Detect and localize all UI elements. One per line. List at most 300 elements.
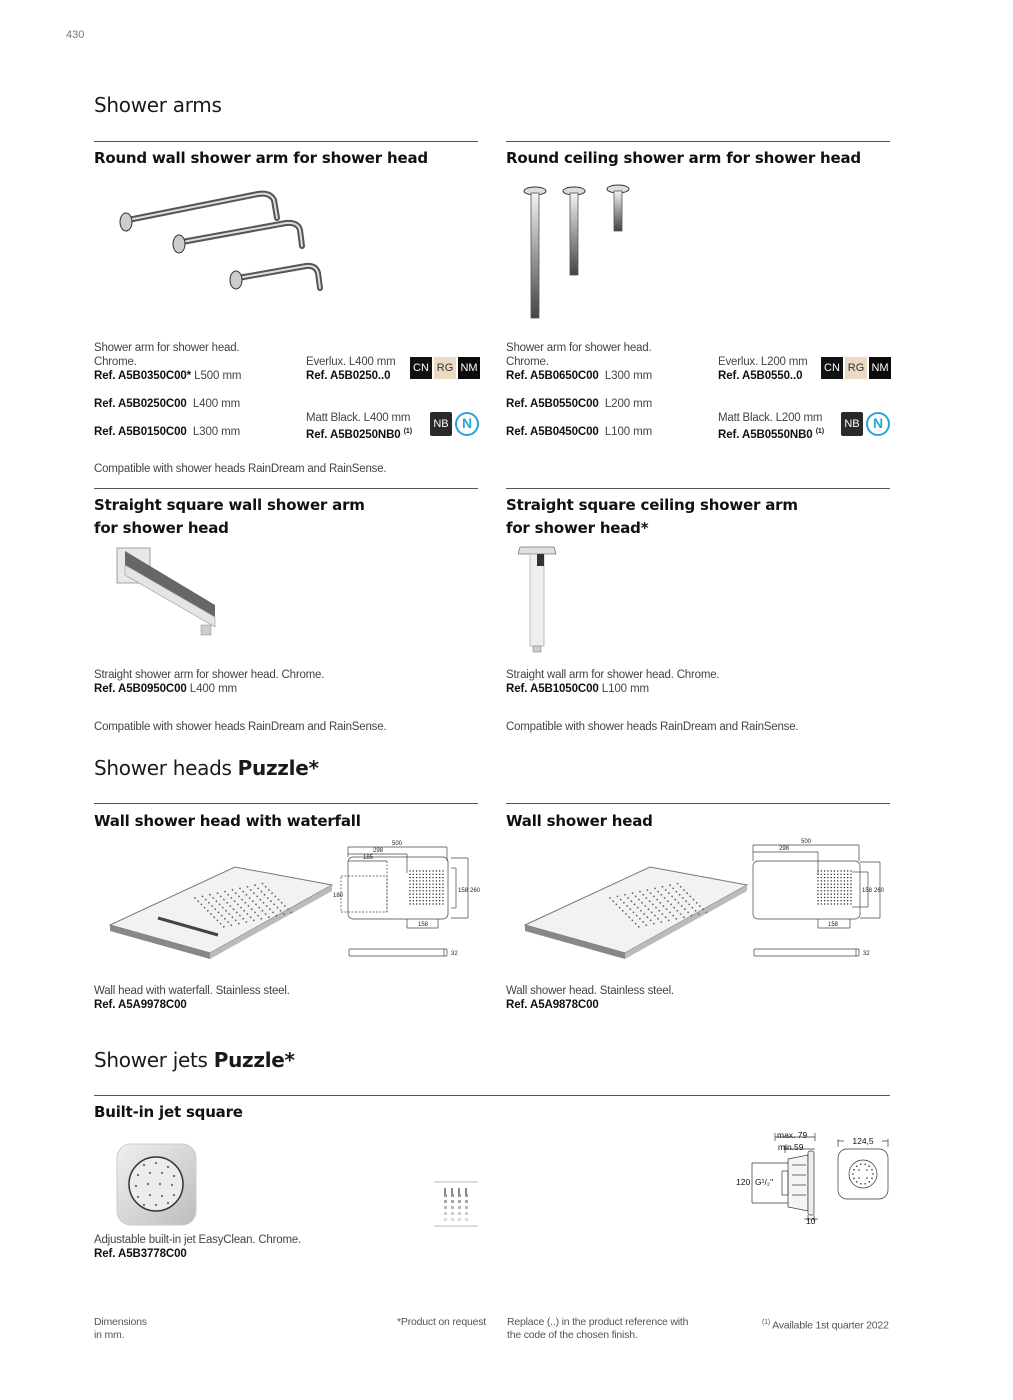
nozzle-dot — [821, 870, 822, 871]
nozzle-dot — [222, 907, 224, 909]
nozzle-dot — [439, 870, 440, 871]
nozzle-dot — [847, 900, 848, 901]
nozzle-dot — [436, 884, 437, 885]
nozzle-dot — [423, 890, 424, 891]
nozzle-dot — [230, 924, 232, 926]
nozzle-dot — [612, 900, 614, 902]
nozzle-dot — [149, 1172, 151, 1174]
nozzle-dot — [419, 900, 420, 901]
nozzle-dot — [275, 915, 277, 917]
nozzle-dot — [834, 893, 835, 894]
nozzle-dot — [672, 915, 674, 917]
nozzle-dot — [261, 891, 263, 893]
dim-158-horizontal: 158 — [417, 922, 429, 928]
nozzle-dot — [827, 890, 828, 891]
ref-length: L300 mm — [192, 426, 241, 438]
nozzle-dot — [850, 870, 851, 871]
nozzle-dot — [416, 897, 417, 898]
nozzle-dot — [204, 907, 206, 909]
nozzle-dot — [436, 887, 437, 888]
nozzle-dot — [147, 1183, 149, 1185]
nozzle-dot — [847, 893, 848, 894]
nozzle-dot — [235, 892, 237, 894]
spray-drop — [465, 1188, 467, 1195]
nozzle-dot — [850, 880, 851, 881]
nozzle-dot — [155, 1162, 157, 1164]
nozzle-dot — [821, 890, 822, 891]
finish-swatches — [821, 357, 891, 379]
ceiling-arm-l300 — [524, 187, 546, 318]
nozzle-dot — [223, 899, 225, 901]
nozzle-dot — [641, 902, 643, 904]
spray-drop — [451, 1206, 454, 1209]
title-bold: Puzzle* — [213, 1048, 295, 1072]
nozzle-dot — [844, 874, 845, 875]
nozzle-dot — [837, 903, 838, 904]
nozzle-dot — [137, 1174, 139, 1176]
nozzle-dot — [824, 870, 825, 871]
nozzle-dot — [689, 896, 691, 898]
nozzle-dot — [850, 903, 851, 904]
nozzle-dot — [429, 887, 430, 888]
nozzle-dot — [824, 887, 825, 888]
title-line: for shower head — [94, 519, 229, 537]
nozzle-dot — [850, 877, 851, 878]
nozzle-dot — [416, 900, 417, 901]
nozzle-dot — [847, 887, 848, 888]
nozzle-dot — [413, 877, 414, 878]
nozzle-dot — [253, 892, 255, 894]
nozzle-dot — [821, 880, 822, 881]
nozzle-dot — [436, 874, 437, 875]
round-ceiling-finish: Chrome. — [506, 356, 549, 368]
nozzle-dot — [225, 910, 227, 912]
nozzle-dot — [432, 900, 433, 901]
nozzle-dot — [423, 887, 424, 888]
spray-drop — [451, 1188, 453, 1195]
nozzle-dot — [266, 905, 268, 907]
nozzle-dot — [280, 910, 282, 912]
nozzle-dot — [426, 874, 427, 875]
nozzle-dot — [856, 1181, 858, 1183]
nozzle-dot — [670, 904, 672, 906]
nozzle-dot — [847, 890, 848, 891]
nozzle-dot — [834, 903, 835, 904]
nozzle-dot — [660, 921, 662, 923]
nozzle-dot — [831, 900, 832, 901]
nozzle-dot — [416, 890, 417, 891]
nozzle-dot — [666, 908, 668, 910]
nozzle-dot — [834, 890, 835, 891]
dim-260: 260 — [874, 888, 885, 894]
nozzle-dot — [429, 877, 430, 878]
nozzle-dot — [827, 877, 828, 878]
nozzle-dot — [244, 902, 246, 904]
finish-swatch-nm: NM — [458, 357, 480, 379]
nozzle-dot — [827, 903, 828, 904]
nozzle-dot — [423, 877, 424, 878]
nozzle-dot — [423, 874, 424, 875]
nozzle-dot — [409, 887, 410, 888]
nozzle-dot — [439, 880, 440, 881]
nozzle-dot — [850, 900, 851, 901]
nozzle-dot — [628, 916, 630, 918]
footer-replace-note — [507, 1316, 688, 1342]
nozzle-dot — [834, 870, 835, 871]
spray-drop — [458, 1188, 460, 1195]
nozzle-dot — [817, 893, 818, 894]
nozzle-dot — [837, 884, 838, 885]
footnote-marker: (1) — [762, 1319, 770, 1326]
nozzle-dot — [283, 913, 285, 915]
nozzle-dot — [442, 880, 443, 881]
head-waterfall-image — [100, 855, 340, 965]
nozzle-dot — [616, 904, 618, 906]
nozzle-dot — [439, 897, 440, 898]
nozzle-dot — [423, 884, 424, 885]
nozzle-dot — [653, 923, 655, 925]
nozzle-dot — [254, 884, 256, 886]
wall-head-image — [515, 855, 755, 965]
nozzle-dot — [654, 915, 656, 917]
nozzle-dot — [617, 896, 619, 898]
title-bold: Puzzle* — [237, 756, 319, 780]
nozzle-dot — [284, 905, 286, 907]
nozzle-dot — [844, 890, 845, 891]
nozzle-dot — [837, 897, 838, 898]
nozzle-dot — [821, 893, 822, 894]
ref-length: L100 mm — [601, 683, 650, 695]
nozzle-dot — [866, 1169, 868, 1171]
round-wall-finish: Chrome. — [94, 356, 137, 368]
nozzle-dot — [416, 887, 417, 888]
dim-width: 500 — [391, 841, 403, 847]
nozzle-dot — [639, 918, 641, 920]
nozzle-dot — [426, 877, 427, 878]
nozzle-dot — [143, 1204, 145, 1206]
spray-drop — [451, 1200, 454, 1203]
divider — [506, 488, 890, 489]
nozzle-dot — [664, 897, 666, 899]
nozzle-grid — [409, 870, 443, 904]
nozzle-dot — [221, 915, 223, 917]
nozzle-dot — [409, 877, 410, 878]
nozzle-dot — [173, 1175, 175, 1177]
nozzle-dot — [278, 899, 280, 901]
nozzle-dot — [426, 900, 427, 901]
nozzle-dot — [683, 916, 685, 918]
nozzle-dot — [680, 913, 682, 915]
nozzle-dot — [837, 870, 838, 871]
nozzle-dot — [847, 874, 848, 875]
nozzle-dot — [238, 923, 240, 925]
nozzle-dot — [277, 907, 279, 909]
nozzle-dot — [871, 1169, 873, 1171]
nozzle-dot — [281, 902, 283, 904]
footer-line: Available 1st quarter 2022 — [772, 1319, 889, 1332]
nozzle-dot — [657, 891, 659, 893]
nozzle-dot — [620, 899, 622, 901]
round-wall-arm-image — [110, 180, 330, 300]
nozzle-dot — [432, 890, 433, 891]
nozzle-dot — [413, 900, 414, 901]
nozzle-dot — [429, 874, 430, 875]
matt-black-ref — [718, 425, 824, 442]
nozzle-dot — [635, 896, 637, 898]
title-line: Straight square ceiling shower arm — [506, 496, 798, 514]
nozzle-dot — [868, 1165, 870, 1167]
nozzle-dot — [837, 880, 838, 881]
nozzle-dot — [850, 890, 851, 891]
nozzle-dot — [419, 903, 420, 904]
head-waterfall-technical-drawing — [330, 835, 490, 965]
nozzle-dot — [629, 908, 631, 910]
jet-square-ref: Ref. A5B3778C00 — [94, 1248, 187, 1260]
nozzle-dot — [824, 884, 825, 885]
nozzle-dot — [236, 912, 238, 914]
jet-square-technical-drawing — [730, 1125, 895, 1225]
nozzle-dot — [827, 874, 828, 875]
nozzle-dot — [423, 893, 424, 894]
round-ceiling-description: Shower arm for shower head. — [506, 342, 652, 354]
nozzle-dot — [217, 920, 219, 922]
nozzle-dot — [229, 905, 231, 907]
nozzle-dot — [821, 903, 822, 904]
nozzle-dot — [419, 874, 420, 875]
ref-length: L100 mm — [604, 426, 653, 438]
nozzle-dot — [250, 916, 252, 918]
dim-158-vertical: 158 — [862, 888, 873, 894]
new-product-icon: N — [455, 412, 479, 436]
nozzle-dot — [687, 912, 689, 914]
nozzle-dot — [837, 877, 838, 878]
nozzle-dot — [220, 896, 222, 898]
nozzle-dot — [698, 913, 700, 915]
nozzle-dot — [419, 884, 420, 885]
nozzle-dot — [663, 905, 665, 907]
nozzle-dot — [627, 897, 629, 899]
ref-row — [94, 425, 240, 439]
nozzle-dot — [254, 912, 256, 914]
ref-code: Ref. A5B0550NB0 — [718, 428, 813, 441]
nozzle-dot — [638, 899, 640, 901]
nozzle-dot — [850, 897, 851, 898]
nozzle-dot — [287, 908, 289, 910]
ref-row — [506, 369, 652, 383]
nozzle-dot — [143, 1164, 145, 1166]
nozzle-dot — [416, 870, 417, 871]
square-wall-description: Straight shower arm for shower head. Chrome. — [94, 669, 325, 681]
nozzle-dot — [409, 903, 410, 904]
nozzle-dot — [432, 887, 433, 888]
title-line: Straight square wall shower arm — [94, 496, 365, 514]
nozzle-dot — [220, 923, 222, 925]
nozzle-dot — [633, 912, 635, 914]
nozzle-dot — [824, 880, 825, 881]
nozzle-dot — [817, 903, 818, 904]
nozzle-dot — [852, 1173, 854, 1175]
dim-width: 500 — [800, 839, 812, 845]
nozzle-dot — [423, 880, 424, 881]
nozzle-dot — [439, 893, 440, 894]
nozzle-dot — [632, 920, 634, 922]
nozzle-dot — [409, 880, 410, 881]
nozzle-dot — [219, 904, 221, 906]
square-ceiling-description: Straight wall arm for shower head. Chrome. — [506, 669, 720, 681]
nozzle-dot — [662, 913, 664, 915]
nozzle-dot — [840, 870, 841, 871]
nozzle-dot — [840, 887, 841, 888]
ref-code: Ref. A5B0450C00 — [506, 426, 599, 438]
nozzle-dot — [831, 887, 832, 888]
nozzle-dot — [817, 874, 818, 875]
dim-185: 185 — [362, 855, 374, 861]
nozzle-dot — [264, 894, 266, 896]
nozzle-dot — [817, 870, 818, 871]
nozzle-dot — [432, 870, 433, 871]
nozzle-dot — [834, 900, 835, 901]
nozzle-dot — [690, 915, 692, 917]
nozzle-dot — [426, 897, 427, 898]
nozzle-dot — [844, 903, 845, 904]
dim-height: 120 — [736, 1177, 751, 1187]
new-product-icon: N — [866, 412, 890, 436]
nozzle-dot — [269, 908, 271, 910]
product-title-square-wall-arm — [94, 494, 365, 540]
nozzle-dot — [439, 884, 440, 885]
nozzle-grid — [817, 870, 851, 904]
spray-drop — [444, 1194, 447, 1197]
nozzle-dot — [817, 884, 818, 885]
nozzle-dot — [872, 1173, 874, 1175]
nozzle-dot — [658, 910, 660, 912]
nozzle-dot — [439, 887, 440, 888]
nozzle-dot — [426, 887, 427, 888]
nozzle-dot — [817, 900, 818, 901]
nozzle-dot — [205, 899, 207, 901]
nozzle-dot — [827, 884, 828, 885]
nozzle-dot — [429, 903, 430, 904]
nozzle-dot — [847, 880, 848, 881]
dim-min: min.59 — [778, 1142, 804, 1152]
nozzle-dot — [642, 921, 644, 923]
nozzle-dot — [249, 897, 251, 899]
nozzle-dot — [693, 899, 695, 901]
nozzle-dot — [273, 904, 275, 906]
nozzle-dot — [240, 907, 242, 909]
nozzle-dot — [439, 874, 440, 875]
nozzle-dot — [426, 903, 427, 904]
nozzle-dot — [649, 900, 651, 902]
nozzle-dot — [419, 897, 420, 898]
nozzle-dot — [688, 904, 690, 906]
nozzle-dot — [692, 907, 694, 909]
nozzle-dot — [840, 884, 841, 885]
nozzle-dot — [847, 903, 848, 904]
nozzle-dot — [242, 891, 244, 893]
nozzle-dot — [834, 880, 835, 881]
nozzle-dot — [439, 900, 440, 901]
round-ceiling-arm-image — [510, 180, 640, 325]
nozzle-dot — [860, 1163, 862, 1165]
nozzle-dot — [850, 893, 851, 894]
ref-row — [506, 425, 652, 439]
nozzle-dot — [159, 1183, 161, 1185]
nozzle-dot — [696, 902, 698, 904]
nozzle-dot — [850, 884, 851, 885]
nozzle-dot — [413, 870, 414, 871]
nozzle-dot — [413, 890, 414, 891]
nozzle-dot — [827, 897, 828, 898]
nozzle-dot — [442, 893, 443, 894]
nozzle-dot — [247, 886, 249, 888]
nozzle-dot — [847, 877, 848, 878]
nozzle-dot — [853, 1178, 855, 1180]
nozzle-dot — [827, 900, 828, 901]
ref-length: L500 mm — [194, 370, 242, 382]
nozzle-dot — [234, 900, 236, 902]
nozzle-dot — [213, 916, 215, 918]
nozzle-dot — [439, 890, 440, 891]
nozzle-dot — [194, 897, 196, 899]
nozzle-dot — [668, 892, 670, 894]
nozzle-dot — [409, 897, 410, 898]
nozzle-dot — [668, 920, 670, 922]
nozzle-dot — [837, 887, 838, 888]
nozzle-dot — [426, 884, 427, 885]
nozzle-dot — [824, 877, 825, 878]
nozzle-dot — [636, 915, 638, 917]
nozzle-dot — [251, 908, 253, 910]
nozzle-dot — [834, 887, 835, 888]
nozzle-dot — [821, 900, 822, 901]
dim-158-vertical: 158 — [458, 888, 469, 894]
nozzle-dot — [817, 890, 818, 891]
nozzle-dot — [246, 894, 248, 896]
nozzle-dot — [413, 880, 414, 881]
nozzle-dot — [840, 893, 841, 894]
dim-width: 124,5 — [852, 1136, 874, 1146]
nozzle-dot — [442, 877, 443, 878]
nozzle-dot — [702, 908, 704, 910]
jet-square-image — [116, 1143, 198, 1227]
nozzle-dot — [817, 877, 818, 878]
nozzle-dot — [416, 874, 417, 875]
nozzle-dot — [442, 870, 443, 871]
spray-drop — [458, 1200, 461, 1203]
nozzle-dot — [243, 910, 245, 912]
nozzle-dot — [817, 897, 818, 898]
nozzle-dot — [844, 897, 845, 898]
nozzle-dot — [648, 908, 650, 910]
nozzle-dot — [436, 877, 437, 878]
nozzle-dot — [256, 896, 258, 898]
divider — [506, 141, 890, 142]
nozzle-dot — [436, 880, 437, 881]
nozzle-dot — [623, 902, 625, 904]
nozzle-dot — [622, 910, 624, 912]
nozzle-dot — [413, 884, 414, 885]
everlux-ref: Ref. A5B0250..0 — [306, 370, 391, 382]
spray-drop — [465, 1206, 468, 1209]
nozzle-dot — [260, 918, 262, 920]
head-waterfall-description: Wall head with waterfall. Stainless steel. — [94, 985, 290, 997]
nozzle-dot — [442, 874, 443, 875]
nozzle-dot — [263, 902, 265, 904]
nozzle-dot — [840, 903, 841, 904]
finish-swatch-nb: NB — [841, 412, 863, 436]
nozzle-dot — [647, 916, 649, 918]
